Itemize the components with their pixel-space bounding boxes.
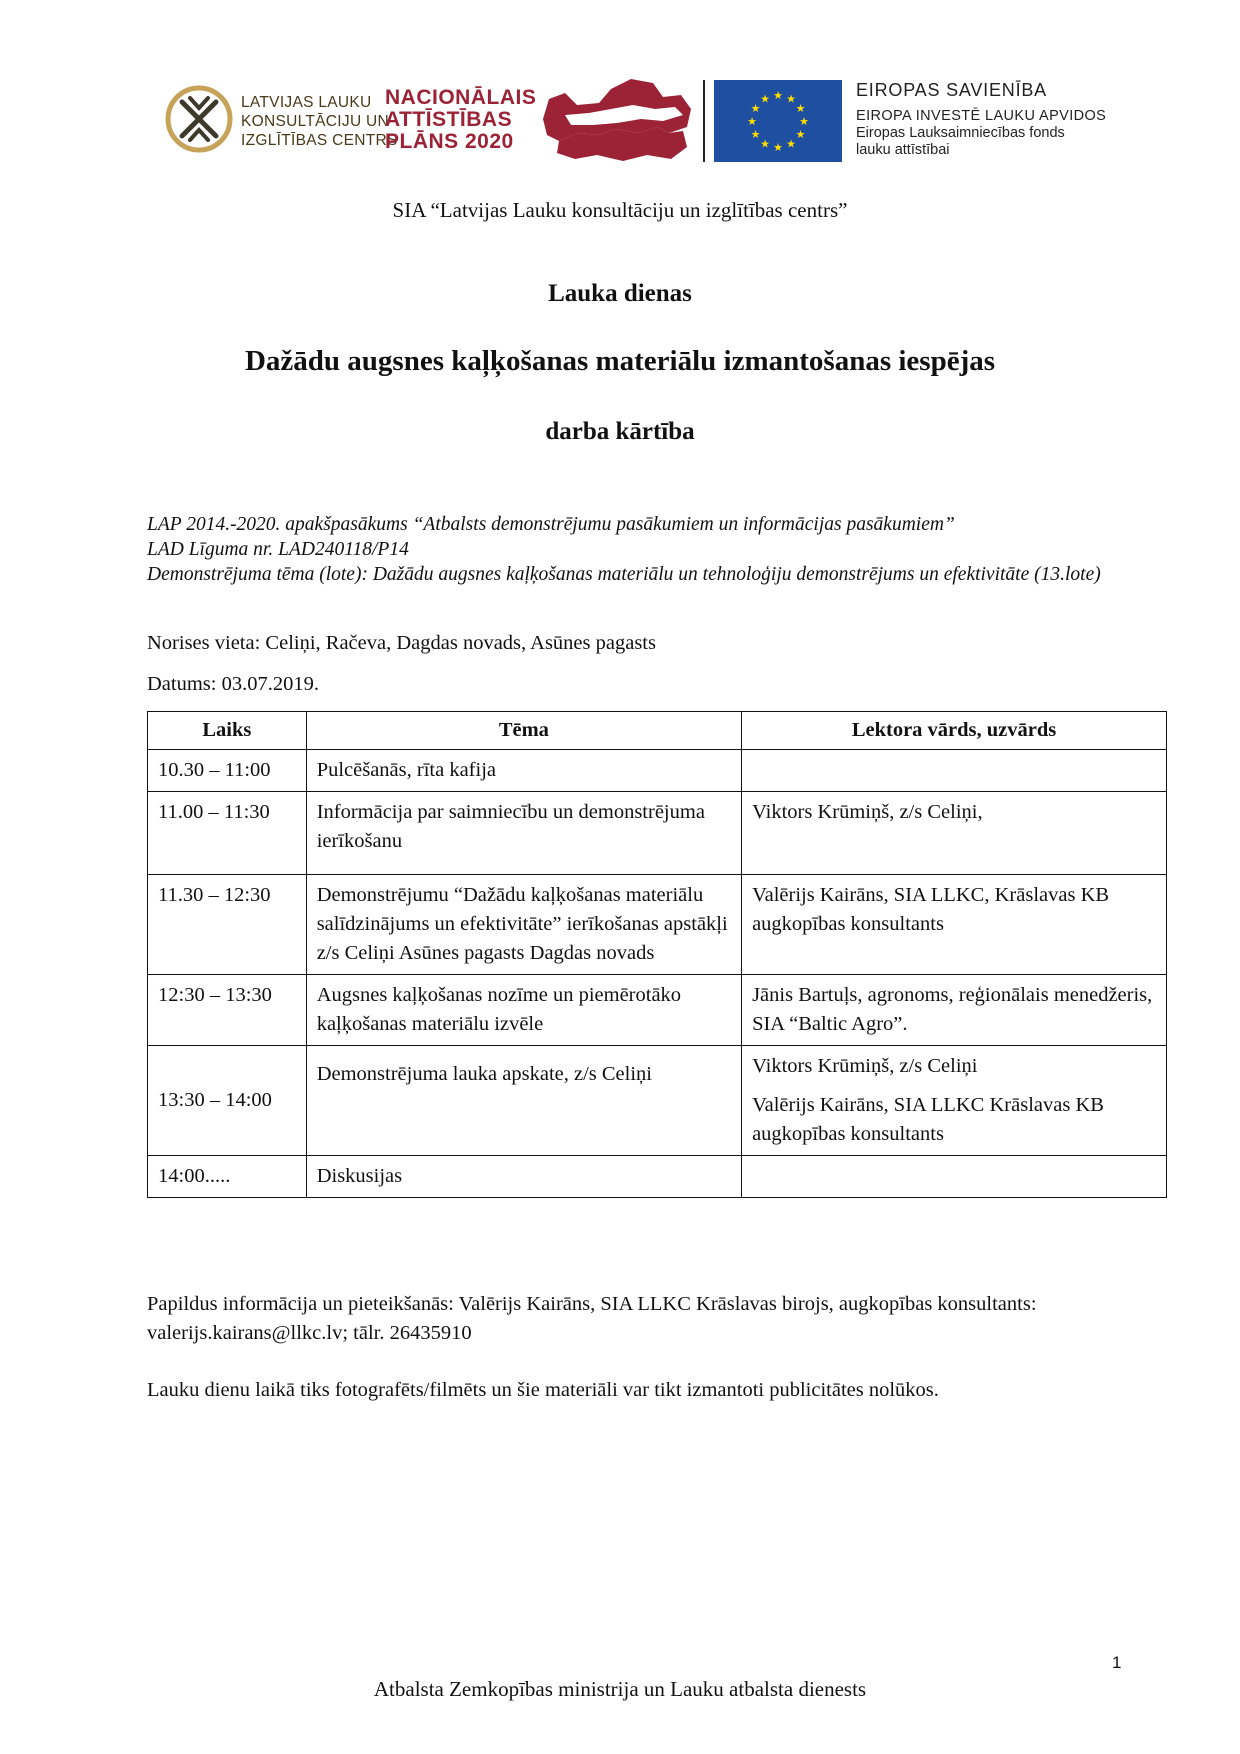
table-row <box>148 875 1167 975</box>
nap-logo-line: PLĀNS 2020 <box>385 130 514 153</box>
lecturer-cell: Jānis Bartuļs, agronoms, reģionālais menedžeris, SIA “Baltic Agro”. <box>742 975 1167 1046</box>
topic-cell: Demonstrējumu “Dažādu kaļķošanas materiālu salīdzinājums un efektivitāte” ierīkošanas apstākļi z/s Celiņi Asūnes pagasts Dagdas novads <box>306 875 741 975</box>
project-info-line: Demonstrējuma tēma (lote): Dažādu augsnes kaļķošanas materiālu un tehnoloģiju demonstrējums un efektivitāte (13.lote) <box>147 564 1101 585</box>
project-info-line: LAD Līguma nr. LAD240118/P14 <box>147 539 409 560</box>
topic-text: Demonstrējuma lauka apskate, z/s Celiņi <box>316 1063 652 1085</box>
agenda-table <box>147 711 1167 1198</box>
lecturer-name: Valērijs Kairāns, SIA LLKC Krāslavas KB augkopības konsultants <box>752 1094 1104 1145</box>
svg-text:★: ★ <box>795 102 806 115</box>
lecturer-cell: Valērijs Kairāns, SIA LLKC, Krāslavas KB augkopības konsultants <box>742 875 1167 975</box>
project-info <box>147 512 1107 587</box>
time-cell: 11.00 – 11:30 <box>148 792 307 875</box>
eu-logo-line: EIROPA INVESTĒ LAUKU APVIDOS <box>856 108 1107 124</box>
topic-cell: Diskusijas <box>306 1156 741 1198</box>
svg-text:★: ★ <box>750 128 761 141</box>
svg-text:★: ★ <box>786 92 796 106</box>
topic-cell: Augsnes kaļķošanas nozīme un piemērotāko kaļķošanas materiālu izvēle <box>306 975 741 1046</box>
svg-text:★: ★ <box>760 92 770 106</box>
llkc-logo <box>164 84 398 156</box>
llkc-logo-line: IZGLĪTĪBAS CENTRS <box>241 132 398 149</box>
svg-text:★: ★ <box>795 128 806 141</box>
event-date: Datums: 03.07.2019. <box>147 673 319 695</box>
table-header-row <box>148 712 1167 750</box>
svg-text:★: ★ <box>773 89 783 102</box>
time-cell: 13:30 – 14:00 <box>148 1046 307 1156</box>
svg-text:★: ★ <box>773 141 783 154</box>
table-row <box>148 1156 1167 1198</box>
time-cell: 12:30 – 13:30 <box>148 975 307 1046</box>
nap-logo <box>385 87 535 153</box>
eu-flag-icon <box>714 80 842 162</box>
svg-text:★: ★ <box>799 115 809 128</box>
time-cell: 14:00..... <box>148 1156 307 1198</box>
topic-cell: Pulcēšanās, rīta kafija <box>306 750 741 792</box>
topic-cell <box>306 1046 741 1156</box>
svg-text:★: ★ <box>786 137 796 151</box>
eu-logo-text <box>856 80 1146 159</box>
page-number: 1 <box>1112 1653 1122 1672</box>
time-cell: 10.30 – 11:00 <box>148 750 307 792</box>
support-footer: Atbalsta Zemkopības ministrija un Lauku atbalsta dienests <box>373 1677 867 1701</box>
latvia-map-logo-icon <box>537 75 697 163</box>
lecturer-cell <box>742 750 1167 792</box>
logo-divider <box>703 80 705 162</box>
event-location: Norises vieta: Celiņi, Račeva, Dagdas novads, Asūnes pagasts <box>147 632 656 654</box>
eu-logo-line: Eiropas Lauksaimniecības fonds <box>856 125 1065 141</box>
table-row <box>148 1046 1167 1156</box>
svg-text:★: ★ <box>747 115 757 128</box>
svg-text:★: ★ <box>760 137 770 151</box>
llkc-emblem-icon <box>164 84 234 154</box>
llkc-logo-line: LATVIJAS LAUKU <box>241 94 372 111</box>
contact-info: Papildus informācija un pieteikšanās: Valērijs Kairāns, SIA LLKC Krāslavas birojs, augkopības konsultants: valerijs.kairans@llkc.lv; tālr. 26435910 <box>147 1293 1037 1344</box>
event-title: Dažādu augsnes kaļķošanas materiālu izmantošanas iespējas <box>244 345 996 377</box>
llkc-logo-line: KONSULTĀCIJU UN <box>241 113 390 130</box>
eu-logo-line: lauku attīstībai <box>856 142 950 158</box>
spacer <box>752 1081 1156 1091</box>
svg-text:★: ★ <box>750 102 761 115</box>
lecturer-cell <box>742 1046 1167 1156</box>
table-row <box>148 975 1167 1046</box>
project-info-line: LAP 2014.-2020. apakšpasākums “Atbalsts demonstrējumu pasākumiem un informācijas pasākumiem” <box>147 514 955 535</box>
lecturer-cell: Viktors Krūmiņš, z/s Celiņi, <box>742 792 1167 875</box>
company-name: SIA “Latvijas Lauku konsultāciju un izglītības centrs” <box>392 198 848 222</box>
column-header-time: Laiks <box>148 712 307 750</box>
table-row <box>148 750 1167 792</box>
column-header-topic: Tēma <box>306 712 741 750</box>
publicity-notice: Lauku dienu laikā tiks fotografēts/filmēts un šie materiāli var tikt izmantoti publicitātes nolūkos. <box>147 1379 939 1401</box>
agenda-heading: darba kārtība <box>545 418 695 445</box>
time-cell: 11.30 – 12:30 <box>148 875 307 975</box>
lecturer-cell <box>742 1156 1167 1198</box>
lecturer-name: Viktors Krūmiņš, z/s Celiņi <box>752 1055 978 1077</box>
page-title: Lauka dienas <box>548 280 692 307</box>
nap-logo-line: ATTĪSTĪBAS <box>385 108 513 131</box>
topic-cell: Informācija par saimniecību un demonstrējuma ierīkošanu <box>306 792 741 875</box>
table-row <box>148 792 1167 875</box>
nap-logo-line: NACIONĀLAIS <box>385 86 537 109</box>
column-header-lecturer: Lektora vārds, uzvārds <box>742 712 1167 750</box>
eu-logo-title: EIROPAS SAVIENĪBA <box>856 80 1047 100</box>
